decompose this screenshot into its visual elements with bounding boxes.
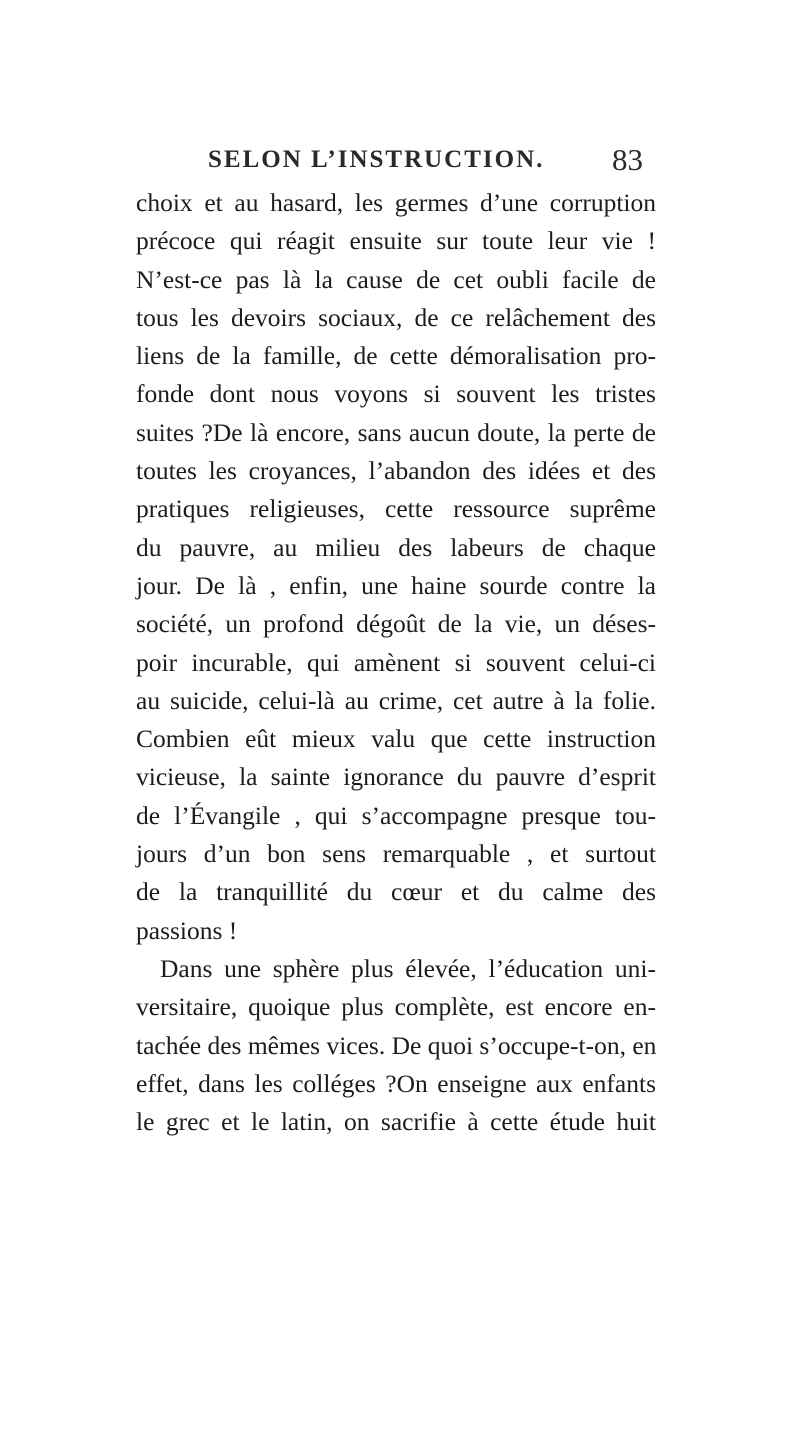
text-line: tous les devoirs sociaux, de ce relâchement des <box>136 302 656 332</box>
running-title: SELON L’INSTRUCTION. <box>208 146 545 173</box>
running-head <box>0 142 800 180</box>
text-line: pratiques religieuses, cette ressource suprême <box>136 494 656 524</box>
text-line: effet, dans les colléges ?On enseigne aux enfants <box>136 1068 656 1098</box>
paragraph-start-line: Dans une sphère plus élevée, l’éducation uni- <box>160 953 656 983</box>
page-number: 83 <box>612 142 643 177</box>
text-line: le grec et le latin, on sacrifie à cette étude huit <box>136 1107 656 1137</box>
text-line: jours d’un bon sens remarquable , et surtout <box>136 839 656 869</box>
text-line: tachée des mêmes vices. De quoi s’occupe-t-on, en <box>136 1030 657 1060</box>
text-line: passions ! <box>136 915 238 945</box>
text-line: au suicide, celui-là au crime, cet autre à la folie. <box>136 685 656 715</box>
text-line: suites ?De là encore, sans aucun doute, la perte de <box>136 417 656 447</box>
text-line: vicieuse, la sainte ignorance du pauvre d’esprit <box>136 762 656 792</box>
text-line: Combien eût mieux valu que cette instruction <box>136 724 656 754</box>
text-line: versitaire, quoique plus complète, est encore en- <box>136 992 656 1022</box>
text-line: du pauvre, au milieu des labeurs de chaque <box>136 532 656 562</box>
text-line: précoce qui réagit ensuite sur toute leur vie ! <box>136 226 656 256</box>
text-line: N’est-ce pas là la cause de cet oubli facile de <box>136 264 656 294</box>
text-line: jour. De là , enfin, une haine sourde contre la <box>136 570 656 600</box>
text-line: liens de la famille, de cette démoralisation pro- <box>136 341 656 371</box>
text-line: fonde dont nous voyons si souvent les tristes <box>136 379 656 409</box>
text-line: toutes les croyances, l’abandon des idées et des <box>136 456 656 486</box>
text-line: de l’Évangile , qui s’accompagne presque tou- <box>136 800 656 830</box>
text-line: société, un profond dégoût de la vie, un déses- <box>136 609 656 639</box>
text-line: poir incurable, qui amènent si souvent celui-ci <box>136 647 656 677</box>
body-text <box>136 184 656 1141</box>
text-line: choix et au hasard, les germes d’une corruption <box>136 188 656 217</box>
text-line: de la tranquillité du cœur et du calme des <box>136 877 656 907</box>
